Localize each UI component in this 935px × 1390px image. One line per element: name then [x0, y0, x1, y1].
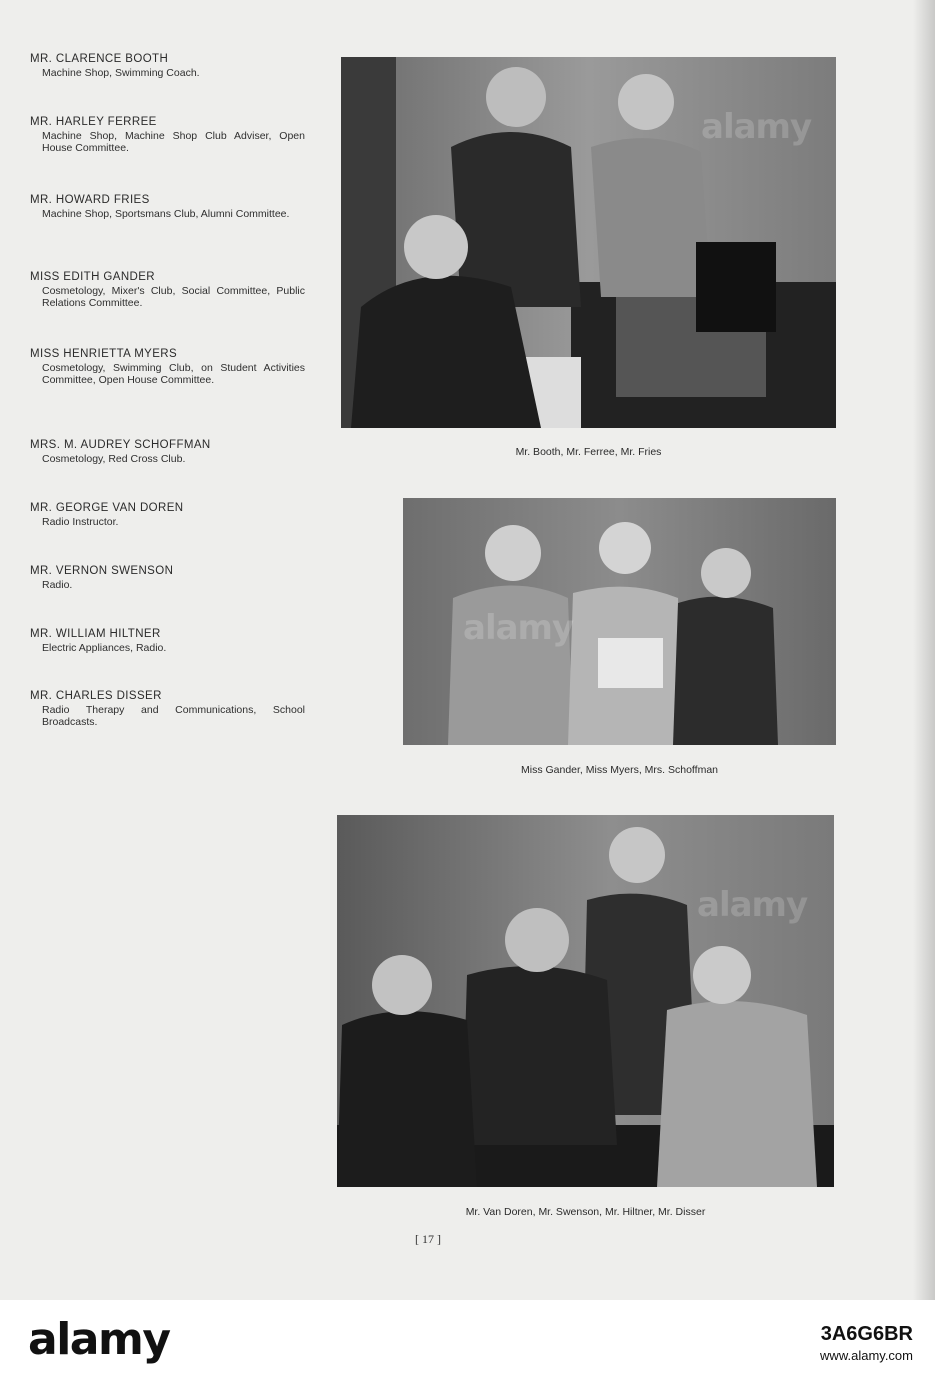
watermark: alamy — [463, 608, 574, 648]
faculty-description: Cosmetology, Swimming Club, on Student Activities Committee, Open House Committee. — [42, 362, 305, 386]
faculty-name: MR. CLARENCE BOOTH — [30, 53, 169, 65]
page-edge-shadow — [913, 0, 935, 1300]
photo-image — [337, 815, 834, 1187]
faculty-name: MISS HENRIETTA MYERS — [30, 348, 178, 360]
faculty-name: MR. WILLIAM HILTNER — [30, 628, 161, 640]
watermark: alamy — [701, 107, 812, 147]
faculty-entry — [30, 193, 305, 221]
faculty-description: Machine Shop, Sportsmans Club, Alumni Committee. — [42, 208, 290, 220]
faculty-entry — [30, 689, 305, 728]
photo-vandoren-swenson-hiltner-disser — [337, 815, 834, 1187]
faculty-description: Machine Shop, Swimming Coach. — [42, 67, 200, 79]
photo-caption: Mr. Van Doren, Mr. Swenson, Mr. Hiltner, Mr. Disser — [465, 1206, 706, 1218]
faculty-entry — [30, 52, 305, 80]
faculty-name: MRS. M. AUDREY SCHOFFMAN — [30, 439, 211, 451]
faculty-entry — [30, 438, 305, 466]
faculty-description: Radio. — [42, 579, 73, 591]
faculty-entry — [30, 347, 305, 386]
stock-footer — [0, 1300, 935, 1390]
faculty-name: MR. VERNON SWENSON — [30, 565, 174, 577]
photo-caption: Miss Gander, Miss Myers, Mrs. Schoffman — [520, 764, 719, 776]
faculty-name: MR. HOWARD FRIES — [30, 194, 150, 206]
faculty-name: MR. GEORGE VAN DOREN — [30, 502, 184, 514]
faculty-entry — [30, 115, 305, 154]
image-id: 3A6G6BR — [820, 1323, 913, 1345]
faculty-name: MR. CHARLES DISSER — [30, 690, 162, 702]
photo-booth-ferree-fries — [341, 57, 836, 428]
faculty-description: Machine Shop, Machine Shop Club Adviser, Open House Committee. — [42, 130, 305, 154]
faculty-entry — [30, 564, 305, 592]
faculty-description: Cosmetology, Red Cross Club. — [42, 453, 186, 465]
faculty-description: Cosmetology, Mixer's Club, Social Committee, Public Relations Committee. — [42, 285, 305, 309]
page-number: [ 17 ] — [415, 1232, 441, 1246]
photo-caption: Mr. Booth, Mr. Ferree, Mr. Fries — [515, 446, 662, 458]
faculty-name: MISS EDITH GANDER — [30, 271, 156, 283]
faculty-description: Radio Therapy and Communications, School Broadcasts. — [42, 704, 305, 728]
faculty-description: Electric Appliances, Radio. — [42, 642, 167, 654]
footer-url: www.alamy.com — [820, 1348, 913, 1363]
faculty-entry — [30, 270, 305, 309]
faculty-description: Radio Instructor. — [42, 516, 119, 528]
alamy-logo: alamy — [28, 1314, 170, 1365]
faculty-name: MR. HARLEY FERREE — [30, 116, 157, 128]
watermark: alamy — [697, 885, 808, 925]
faculty-entry — [30, 627, 305, 655]
faculty-entry — [30, 501, 305, 529]
photo-gander-myers-schoffman — [403, 498, 836, 745]
